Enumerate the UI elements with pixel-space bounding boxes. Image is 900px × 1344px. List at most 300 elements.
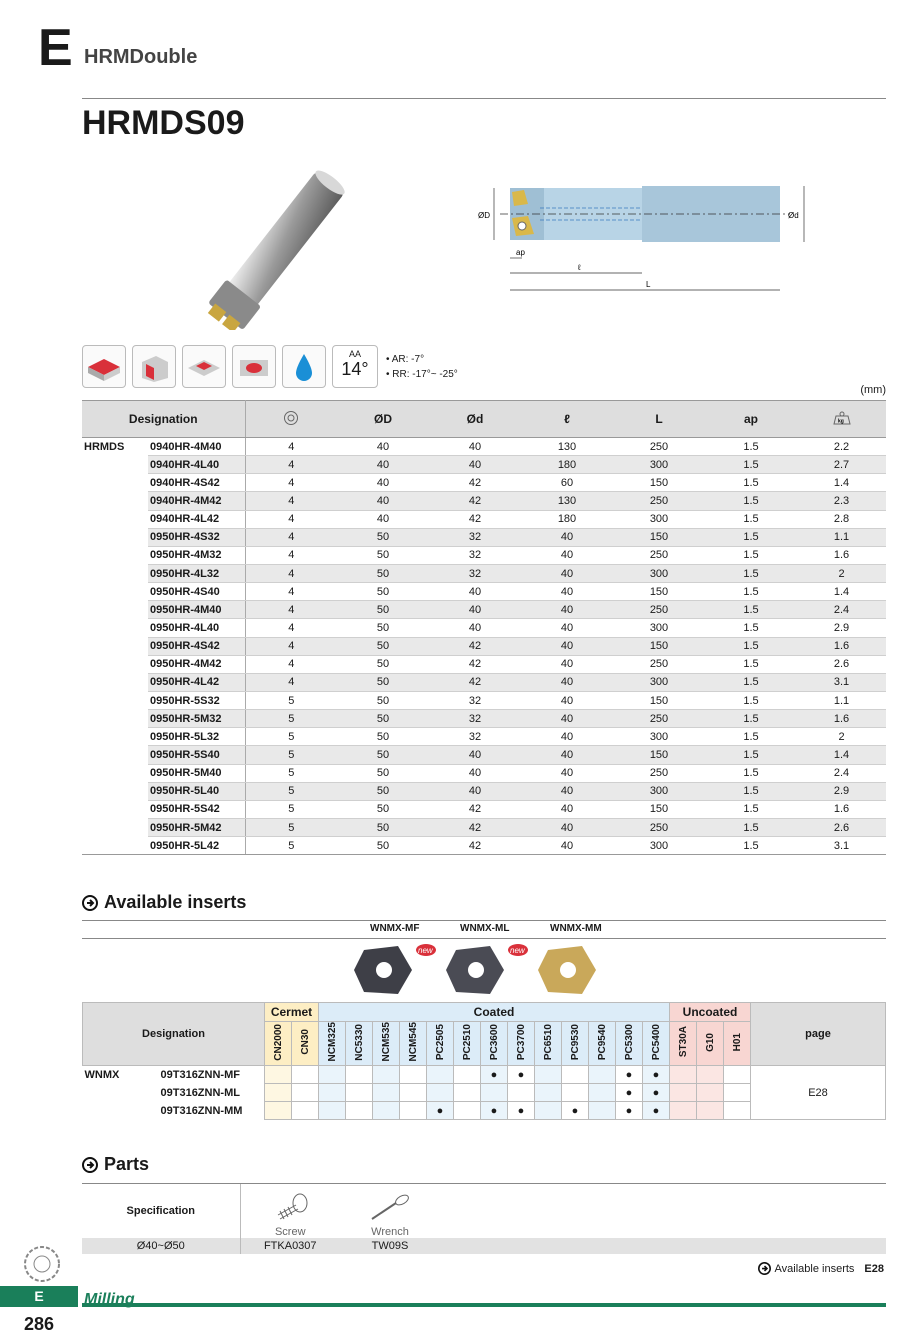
value-cell: 300 [613, 837, 705, 855]
insert-name-mf: WNMX-MF [370, 923, 420, 934]
grade-header [292, 1022, 319, 1066]
value-cell: 40 [429, 746, 521, 764]
value-cell: 5 [245, 728, 337, 746]
insert-names-rule [82, 938, 886, 939]
value-cell: 40 [521, 546, 613, 564]
table-row [82, 800, 886, 818]
value-cell: 32 [429, 710, 521, 728]
group-label [82, 800, 148, 818]
grade-cell [319, 1102, 346, 1120]
approach-angle-value: 14° [341, 359, 369, 379]
value-cell: 180 [521, 510, 613, 528]
grade-cell [373, 1066, 400, 1084]
value-cell: 1.5 [705, 764, 797, 782]
value-cell: 50 [337, 583, 429, 601]
grade-cell [589, 1084, 616, 1102]
value-cell: 4 [245, 492, 337, 510]
value-cell: 2.3 [797, 492, 886, 510]
value-cell: 250 [613, 764, 705, 782]
group-label [82, 474, 148, 492]
page-number: 286 [24, 1314, 55, 1334]
value-cell: 42 [429, 655, 521, 673]
value-cell: 50 [337, 546, 429, 564]
availability-mark: ● [481, 1102, 508, 1120]
footer-ref-page: E28 [864, 1262, 884, 1275]
designation-cell: 0950HR-4S42 [148, 637, 245, 655]
group-label [82, 837, 148, 855]
product-photo [180, 160, 380, 330]
value-cell: 4 [245, 564, 337, 582]
footer-ref-label: Available inserts [774, 1262, 855, 1275]
value-cell: 40 [521, 800, 613, 818]
grade-cell [346, 1102, 373, 1120]
value-cell: 130 [521, 438, 613, 456]
insert-designation [83, 1102, 265, 1120]
group-label [82, 456, 148, 474]
value-cell: 50 [337, 746, 429, 764]
value-cell: 32 [429, 728, 521, 746]
grade-cell [697, 1084, 724, 1102]
face-milling-icon [82, 345, 126, 388]
wrench-icon [368, 1193, 412, 1223]
designation-cell: 0950HR-4M32 [148, 546, 245, 564]
table-row [82, 456, 886, 474]
value-cell: 250 [613, 546, 705, 564]
designation-cell: 0950HR-5L40 [148, 782, 245, 800]
grade-cell [346, 1084, 373, 1102]
value-cell: 50 [337, 764, 429, 782]
insert-code: 09T316ZNN-MM [160, 1104, 243, 1117]
value-cell: 5 [245, 710, 337, 728]
grade-header [724, 1022, 751, 1066]
group-label [82, 728, 148, 746]
insert-name-ml: WNMX-ML [460, 923, 510, 934]
designation-cell: 0950HR-5M40 [148, 764, 245, 782]
grade-label: PC5400 [650, 1023, 662, 1061]
insert-page-ref[interactable]: E28 [751, 1066, 886, 1120]
value-cell: 2.4 [797, 764, 886, 782]
value-cell: 1.5 [705, 510, 797, 528]
value-cell: 1.5 [705, 691, 797, 709]
value-cell: 1.6 [797, 800, 886, 818]
value-cell: 1.6 [797, 710, 886, 728]
group-label [82, 818, 148, 836]
value-cell: 40 [521, 782, 613, 800]
value-cell: 4 [245, 474, 337, 492]
grade-label: PC9540 [596, 1023, 608, 1061]
designation-cell: 0950HR-5S40 [148, 746, 245, 764]
arrow-circle-icon [82, 895, 98, 911]
value-cell: 2.8 [797, 510, 886, 528]
milling-cutter-icon [22, 1244, 62, 1284]
value-cell: 300 [613, 619, 705, 637]
value-cell: 1.5 [705, 546, 797, 564]
value-cell: 40 [521, 728, 613, 746]
value-cell: 50 [337, 837, 429, 855]
value-cell: 32 [429, 564, 521, 582]
designation-cell: 0950HR-4M42 [148, 655, 245, 673]
group-cermet: Cermet [265, 1003, 319, 1022]
grade-label: CN2000 [272, 1023, 284, 1061]
section-tab: E [0, 1286, 78, 1307]
group-label [82, 583, 148, 601]
value-cell: 1.5 [705, 710, 797, 728]
teeth-count-icon [283, 410, 299, 426]
dim-l-big: L [646, 280, 651, 289]
ins-col-designation: Designation [83, 1003, 265, 1066]
group-coated: Coated [319, 1003, 670, 1022]
value-cell: 40 [521, 564, 613, 582]
col-designation: Designation [82, 401, 245, 438]
availability-mark: ● [643, 1066, 670, 1084]
value-cell: 40 [337, 438, 429, 456]
value-cell: 1.4 [797, 746, 886, 764]
value-cell: 42 [429, 800, 521, 818]
group-label [82, 782, 148, 800]
grade-label: H01 [731, 1032, 743, 1052]
svg-text:kg: kg [837, 418, 844, 424]
value-cell: 40 [337, 492, 429, 510]
value-cell: 250 [613, 601, 705, 619]
grade-cell [724, 1084, 751, 1102]
grade-cell [292, 1066, 319, 1084]
grade-cell [400, 1102, 427, 1120]
value-cell: 300 [613, 510, 705, 528]
table-row [82, 782, 886, 800]
value-cell: 4 [245, 546, 337, 564]
value-cell: 4 [245, 528, 337, 546]
grade-header [616, 1022, 643, 1066]
value-cell: 32 [429, 691, 521, 709]
designation-cell: 0950HR-5S32 [148, 691, 245, 709]
grade-label: PC2510 [461, 1023, 473, 1061]
value-cell: 2.6 [797, 818, 886, 836]
grade-cell [535, 1102, 562, 1120]
parts-title: Parts [104, 1154, 150, 1174]
grade-header [400, 1022, 427, 1066]
ins-col-page: page [751, 1003, 886, 1066]
designation-cell: 0950HR-5L32 [148, 728, 245, 746]
col-ap: ap [705, 401, 797, 438]
value-cell: 40 [521, 637, 613, 655]
parts-spec-header: Specification [82, 1184, 240, 1238]
value-cell: 2.9 [797, 619, 886, 637]
value-cell: 150 [613, 691, 705, 709]
value-cell: 50 [337, 710, 429, 728]
tool-spec-table [82, 400, 886, 855]
value-cell: 40 [521, 583, 613, 601]
footer-reference[interactable] [758, 1262, 884, 1275]
section-title: HRMDouble [84, 46, 198, 68]
group-label [82, 710, 148, 728]
value-cell: 42 [429, 673, 521, 691]
parts-range: Ø40~Ø50 [82, 1238, 240, 1254]
value-cell: 2.4 [797, 601, 886, 619]
new-badge-mf: new [418, 946, 433, 955]
grade-cell [373, 1084, 400, 1102]
value-cell: 42 [429, 474, 521, 492]
grade-cell [535, 1084, 562, 1102]
grade-label: CN30 [299, 1029, 311, 1055]
axial-rake-note: • AR: -7° [386, 353, 425, 365]
grade-header [535, 1022, 562, 1066]
value-cell: 40 [521, 764, 613, 782]
value-cell: 1.5 [705, 673, 797, 691]
grade-label: PC5300 [623, 1023, 635, 1061]
value-cell: 42 [429, 492, 521, 510]
grade-cell [319, 1084, 346, 1102]
insert-designation [83, 1084, 265, 1102]
grade-label: ST30A [677, 1026, 689, 1058]
designation-cell: 0940HR-4S42 [148, 474, 245, 492]
table-row [82, 492, 886, 510]
designation-cell: 0940HR-4M40 [148, 438, 245, 456]
grade-cell [265, 1066, 292, 1084]
value-cell: 1.6 [797, 637, 886, 655]
insert-code: 09T316ZNN-ML [160, 1086, 240, 1099]
unit-note: (mm) [860, 384, 886, 396]
value-cell: 40 [521, 673, 613, 691]
value-cell: 1.5 [705, 746, 797, 764]
grade-header [643, 1022, 670, 1066]
grade-cell [427, 1066, 454, 1084]
dim-l-small: ℓ [578, 263, 581, 272]
radial-rake-note: • RR: -17°~ -25° [386, 368, 458, 380]
value-cell: 40 [521, 691, 613, 709]
grade-cell [373, 1102, 400, 1120]
value-cell: 50 [337, 619, 429, 637]
group-label [82, 764, 148, 782]
designation-cell: 0950HR-4L42 [148, 673, 245, 691]
value-cell: 1.5 [705, 583, 797, 601]
value-cell: 40 [429, 601, 521, 619]
group-label [82, 673, 148, 691]
group-label [82, 691, 148, 709]
table-row [82, 655, 886, 673]
value-cell: 4 [245, 601, 337, 619]
table-row [82, 619, 886, 637]
group-label [82, 510, 148, 528]
value-cell: 5 [245, 782, 337, 800]
value-cell: 250 [613, 655, 705, 673]
grade-cell [292, 1102, 319, 1120]
value-cell: 4 [245, 583, 337, 601]
grade-cell [589, 1066, 616, 1084]
grade-header [265, 1022, 292, 1066]
value-cell: 1.5 [705, 637, 797, 655]
designation-cell: 0940HR-4L40 [148, 456, 245, 474]
value-cell: 4 [245, 438, 337, 456]
value-cell: 1.1 [797, 691, 886, 709]
value-cell: 1.4 [797, 583, 886, 601]
approach-angle-box [332, 345, 378, 388]
table-row [82, 510, 886, 528]
grade-cell [670, 1066, 697, 1084]
designation-cell: 0940HR-4L42 [148, 510, 245, 528]
value-cell: 1.5 [705, 474, 797, 492]
grade-header [346, 1022, 373, 1066]
grade-header [562, 1022, 589, 1066]
availability-mark: ● [508, 1102, 535, 1120]
group-label [82, 601, 148, 619]
new-badge-ml: new [510, 946, 525, 955]
dim-ap: ap [516, 248, 525, 257]
group-label [82, 546, 148, 564]
grade-cell [265, 1102, 292, 1120]
grade-cell [562, 1066, 589, 1084]
table-row [82, 438, 886, 456]
table-row [82, 728, 886, 746]
value-cell: 40 [521, 837, 613, 855]
value-cell: 50 [337, 601, 429, 619]
value-cell: 40 [429, 764, 521, 782]
value-cell: 300 [613, 728, 705, 746]
grade-cell [562, 1084, 589, 1102]
grade-cell [265, 1084, 292, 1102]
value-cell: 5 [245, 837, 337, 855]
value-cell: 150 [613, 800, 705, 818]
value-cell: 150 [613, 637, 705, 655]
designation-cell: 0950HR-4L40 [148, 619, 245, 637]
designation-cell: 0950HR-5M32 [148, 710, 245, 728]
value-cell: 50 [337, 728, 429, 746]
top-divider [82, 98, 886, 99]
inserts-table [82, 1002, 886, 1120]
application-icons [82, 345, 458, 388]
grade-cell [427, 1084, 454, 1102]
value-cell: 5 [245, 764, 337, 782]
insert-code: 09T316ZNN-MF [160, 1068, 240, 1081]
grade-header [319, 1022, 346, 1066]
value-cell: 4 [245, 619, 337, 637]
grade-cell [454, 1066, 481, 1084]
slot-milling-icon [182, 345, 226, 388]
value-cell: 50 [337, 800, 429, 818]
value-cell: 300 [613, 782, 705, 800]
grade-cell [724, 1102, 751, 1120]
availability-mark: ● [616, 1102, 643, 1120]
value-cell: 250 [613, 818, 705, 836]
insert-names [82, 922, 886, 938]
value-cell: 50 [337, 528, 429, 546]
group-label [82, 492, 148, 510]
grade-label: PC6510 [542, 1023, 554, 1061]
screw-cell [240, 1184, 340, 1238]
value-cell: 1.5 [705, 456, 797, 474]
group-label [82, 528, 148, 546]
parts-screw-code: FTKA0307 [263, 1240, 317, 1252]
value-cell: 40 [337, 510, 429, 528]
col-od-small: Ød [429, 401, 521, 438]
designation-cell: 0950HR-5S42 [148, 800, 245, 818]
grade-label: NCM325 [326, 1022, 338, 1062]
rake-angle-notes [386, 352, 458, 382]
shoulder-milling-icon [132, 345, 176, 388]
grade-header [454, 1022, 481, 1066]
insert-images [350, 940, 650, 1000]
value-cell: 3.1 [797, 673, 886, 691]
value-cell: 300 [613, 456, 705, 474]
value-cell: 40 [429, 782, 521, 800]
value-cell: 5 [245, 691, 337, 709]
table-row [82, 691, 886, 709]
wrench-label: Wrench [371, 1226, 409, 1238]
page-title: HRMDS09 [82, 104, 245, 142]
pocket-milling-icon [232, 345, 276, 388]
value-cell: 40 [521, 710, 613, 728]
grade-label: G10 [704, 1032, 716, 1052]
grade-cell [454, 1102, 481, 1120]
arrow-circle-icon [758, 1262, 771, 1275]
table-row [82, 710, 886, 728]
table-row [82, 474, 886, 492]
value-cell: 40 [521, 818, 613, 836]
table-row [82, 564, 886, 582]
value-cell: 40 [521, 601, 613, 619]
col-l-big: L [613, 401, 705, 438]
group-label: HRMDS [84, 440, 125, 453]
value-cell: 60 [521, 474, 613, 492]
grade-header [373, 1022, 400, 1066]
designation-cell: 0950HR-4L32 [148, 564, 245, 582]
value-cell: 40 [429, 438, 521, 456]
availability-mark: ● [616, 1066, 643, 1084]
grade-header [427, 1022, 454, 1066]
value-cell: 40 [337, 456, 429, 474]
parts-heading [82, 1154, 149, 1175]
availability-mark: ● [508, 1066, 535, 1084]
value-cell: 2.7 [797, 456, 886, 474]
value-cell: 42 [429, 818, 521, 836]
value-cell: 4 [245, 456, 337, 474]
inserts-rule [82, 920, 886, 921]
value-cell: 40 [429, 619, 521, 637]
value-cell: 40 [337, 474, 429, 492]
value-cell: 1.5 [705, 728, 797, 746]
value-cell: 2.9 [797, 782, 886, 800]
value-cell: 1.5 [705, 837, 797, 855]
value-cell: 250 [613, 710, 705, 728]
grade-cell [346, 1066, 373, 1084]
grade-cell [724, 1066, 751, 1084]
value-cell: 2 [797, 728, 886, 746]
value-cell: 2.6 [797, 655, 886, 673]
screw-icon [270, 1193, 310, 1223]
table-row [82, 746, 886, 764]
grade-label: NCM545 [407, 1022, 419, 1062]
value-cell: 150 [613, 583, 705, 601]
value-cell: 250 [613, 492, 705, 510]
value-cell: 5 [245, 800, 337, 818]
inserts-heading [82, 892, 246, 913]
coolant-icon [282, 345, 326, 388]
availability-mark: ● [427, 1102, 454, 1120]
table-row [82, 528, 886, 546]
value-cell: 40 [521, 655, 613, 673]
value-cell: 4 [245, 510, 337, 528]
grade-cell [697, 1102, 724, 1120]
grade-header [508, 1022, 535, 1066]
wrench-cell [340, 1184, 440, 1238]
value-cell: 1.5 [705, 438, 797, 456]
availability-mark: ● [616, 1084, 643, 1102]
grade-cell [292, 1084, 319, 1102]
value-cell: 1.5 [705, 492, 797, 510]
value-cell: 50 [337, 637, 429, 655]
grade-label: PC2505 [434, 1023, 446, 1061]
value-cell: 1.5 [705, 564, 797, 582]
value-cell: 2.2 [797, 438, 886, 456]
